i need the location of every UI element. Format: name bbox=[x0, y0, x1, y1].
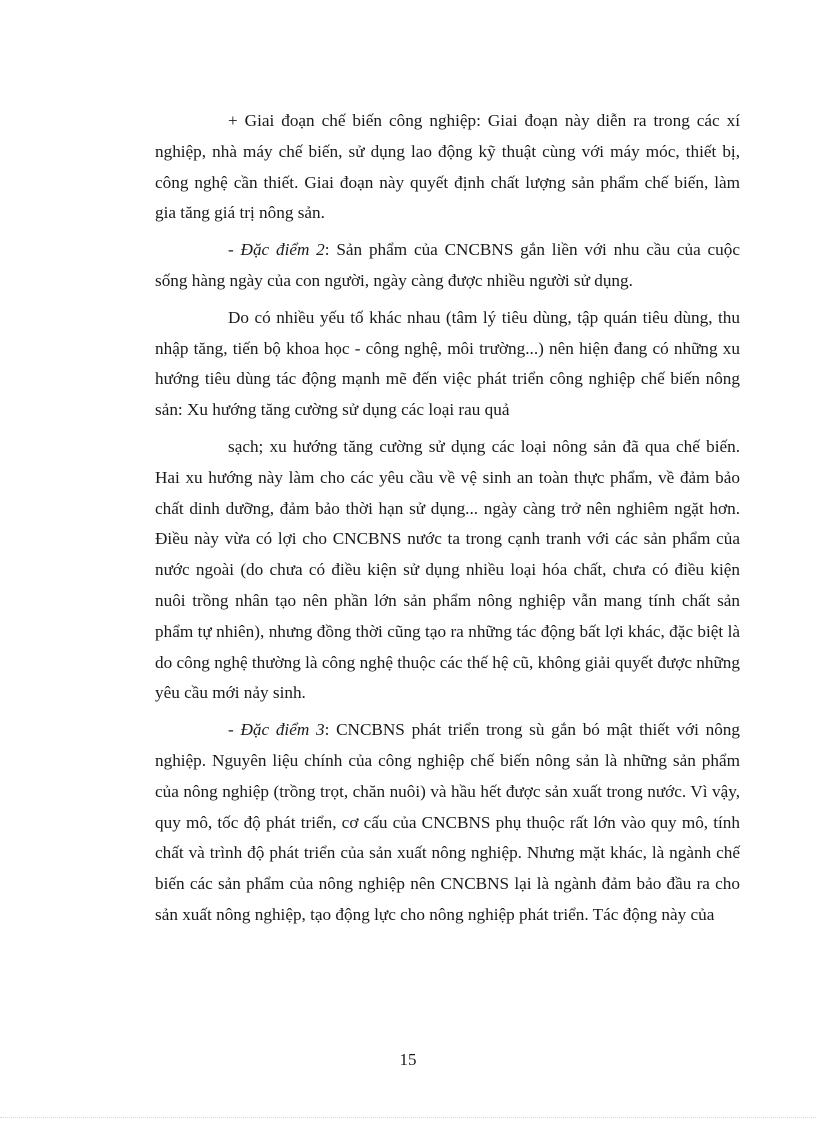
paragraph-text: : CNCBNS phát triển trong sù gắn bó mật thiết với nông nghiệp. Nguyên liệu chính của công nghiệp chế biến nông sản là những sản phẩm của nông nghiệp (trồng trọt, chăn nuôi) và hầu hết được sản xuất trong nước. Vì vậy, quy mô, tốc độ phát triển, cơ cấu của CNCBNS phụ thuộc rất lớn vào quy mô, tính chất và trình độ phát triển của sản xuất nông nghiệp. Nhưng mặt khác, là ngành chế biến các sản phẩm của nông nghiệp nên CNCBNS lại là ngành đảm bảo đầu ra cho sản xuất nông nghiệp, tạo động lực cho nông nghiệp phát triển. Tác động này của bbox=[155, 720, 740, 924]
feature-label: - Đặc điểm 2 bbox=[228, 240, 325, 260]
paragraph-feature-3 bbox=[155, 715, 740, 931]
page-number: 15 bbox=[399, 1050, 417, 1069]
paragraph-text: : Sản phẩm của CNCBNS gắn liền với nhu cầu của cuộc sống hàng ngày của con người, ngày càng được nhiều người sử dụng. bbox=[155, 240, 740, 290]
footer-divider bbox=[0, 1117, 816, 1118]
paragraph-trend-effects bbox=[155, 432, 740, 709]
body-text bbox=[155, 106, 740, 931]
paragraph-stage-industrial-processing bbox=[155, 106, 740, 229]
feature-label: - Đặc điểm 3 bbox=[228, 720, 325, 740]
paragraph-feature-2 bbox=[155, 235, 740, 297]
paragraph-text: Do có nhiều yếu tố khác nhau (tâm lý tiêu dùng, tập quán tiêu dùng, thu nhập tăng, tiến bộ khoa học - công nghệ, môi trường...) nên hiện đang có những xu hướng tiêu dùng tác động mạnh mẽ đến việc phát triển công nghiệp chế biến nông sản: Xu hướng tăng cường sử dụng các loại rau quả bbox=[155, 307, 740, 420]
paragraph-consumption-trends bbox=[155, 303, 740, 426]
paragraph-text: sạch; xu hướng tăng cường sử dụng các loại nông sản đã qua chế biến. Hai xu hướng này làm cho các yêu cầu về vệ sinh an toàn thực phẩm, về đảm bảo chất dinh dưỡng, đảm bảo thời hạn sử dụng... ngày càng trở nên nghiêm ngặt hơn. Điều này vừa có lợi cho CNCBNS nước ta trong cạnh tranh với các sản phẩm của nước ngoài (do chưa có điều kiện sử dụng nhiều loại hóa chất, chưa có điều kiện nuôi trồng nhân tạo nên phần lớn sản phẩm nông nghiệp vẫn mang tính chất sản phẩm tự nhiên), nhưng đồng thời cũng tạo ra những tác động bất lợi khác, đặc biệt là do công nghệ thường là công nghệ thuộc các thế hệ cũ, không giải quyết được những yêu cầu mới nảy sinh. bbox=[155, 436, 740, 703]
paragraph-text: + Giai đoạn chế biến công nghiệp: Giai đoạn này diễn ra trong các xí nghiệp, nhà máy chế biến, sử dụng lao động kỹ thuật cùng với máy móc, thiết bị, công nghệ cần thiết. Giai đoạn này quyết định chất lượng sản phẩm chế biến, làm gia tăng giá trị nông sản. bbox=[155, 111, 740, 223]
